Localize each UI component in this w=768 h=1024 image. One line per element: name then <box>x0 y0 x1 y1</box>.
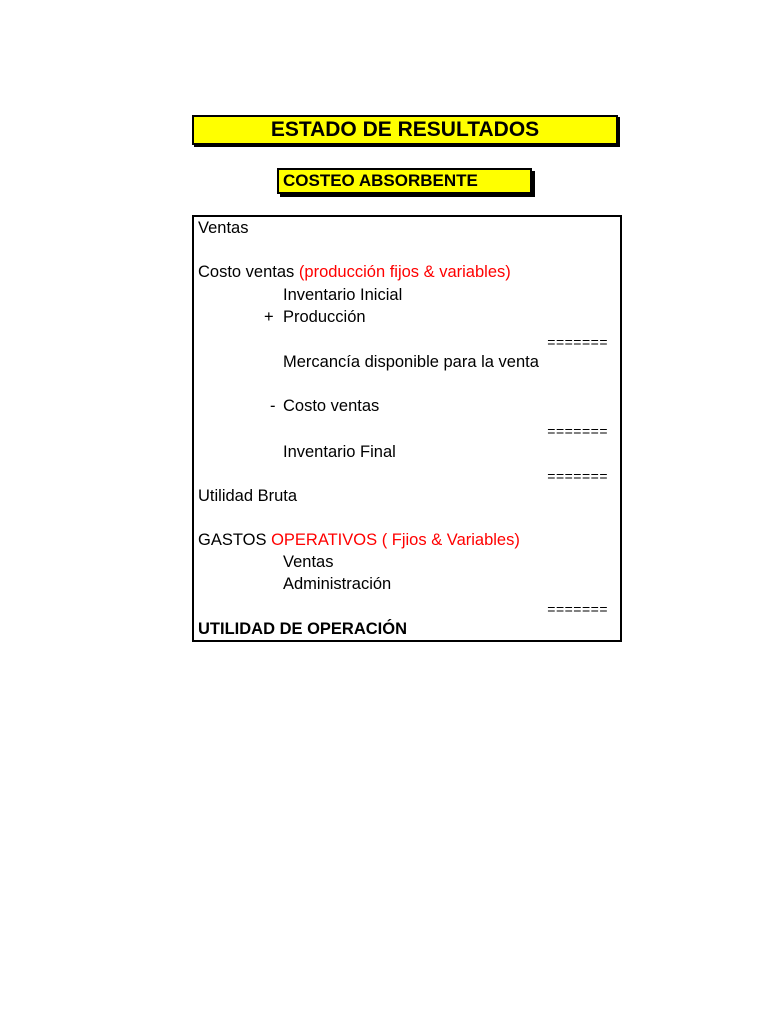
inventario-inicial-line: Inventario Inicial <box>283 286 403 304</box>
separator-3: ======= <box>547 468 608 484</box>
gastos-line <box>198 530 520 550</box>
gastos-note: OPERATIVOS ( Fjios & Variables) <box>271 531 520 549</box>
subtitle-box <box>277 168 532 194</box>
separator-2: ======= <box>547 423 608 439</box>
gastos-administracion-line: Administración <box>283 575 392 593</box>
page-title <box>192 115 618 145</box>
produccion-line: Producción <box>283 308 366 326</box>
separator-4: ======= <box>547 601 608 617</box>
ventas-line: Ventas <box>198 219 249 237</box>
page-title-text: ESTADO DE RESULTADOS <box>270 118 540 141</box>
costo-ventas-line <box>198 262 511 282</box>
costo-ventas-note: (producción fijos & variables) <box>298 263 511 281</box>
costo-ventas-label: Costo ventas <box>198 263 295 281</box>
utilidad-bruta-line: Utilidad Bruta <box>198 487 298 505</box>
utilidad-operacion-line: UTILIDAD DE OPERACIÓN <box>198 620 408 638</box>
costo-ventas-sub-line: Costo ventas <box>283 397 380 415</box>
income-statement <box>192 215 622 642</box>
subtitle-text: COSTEO ABSORBENTE <box>283 171 478 190</box>
mercancia-disponible-line: Mercancía disponible para la venta <box>283 353 539 371</box>
separator-1: ======= <box>547 334 608 350</box>
gastos-ventas-line: Ventas <box>283 553 334 571</box>
inventario-final-line: Inventario Final <box>283 443 396 461</box>
plus-sign: + <box>264 308 274 326</box>
gastos-label: GASTOS <box>198 531 267 549</box>
minus-sign: - <box>270 397 276 415</box>
